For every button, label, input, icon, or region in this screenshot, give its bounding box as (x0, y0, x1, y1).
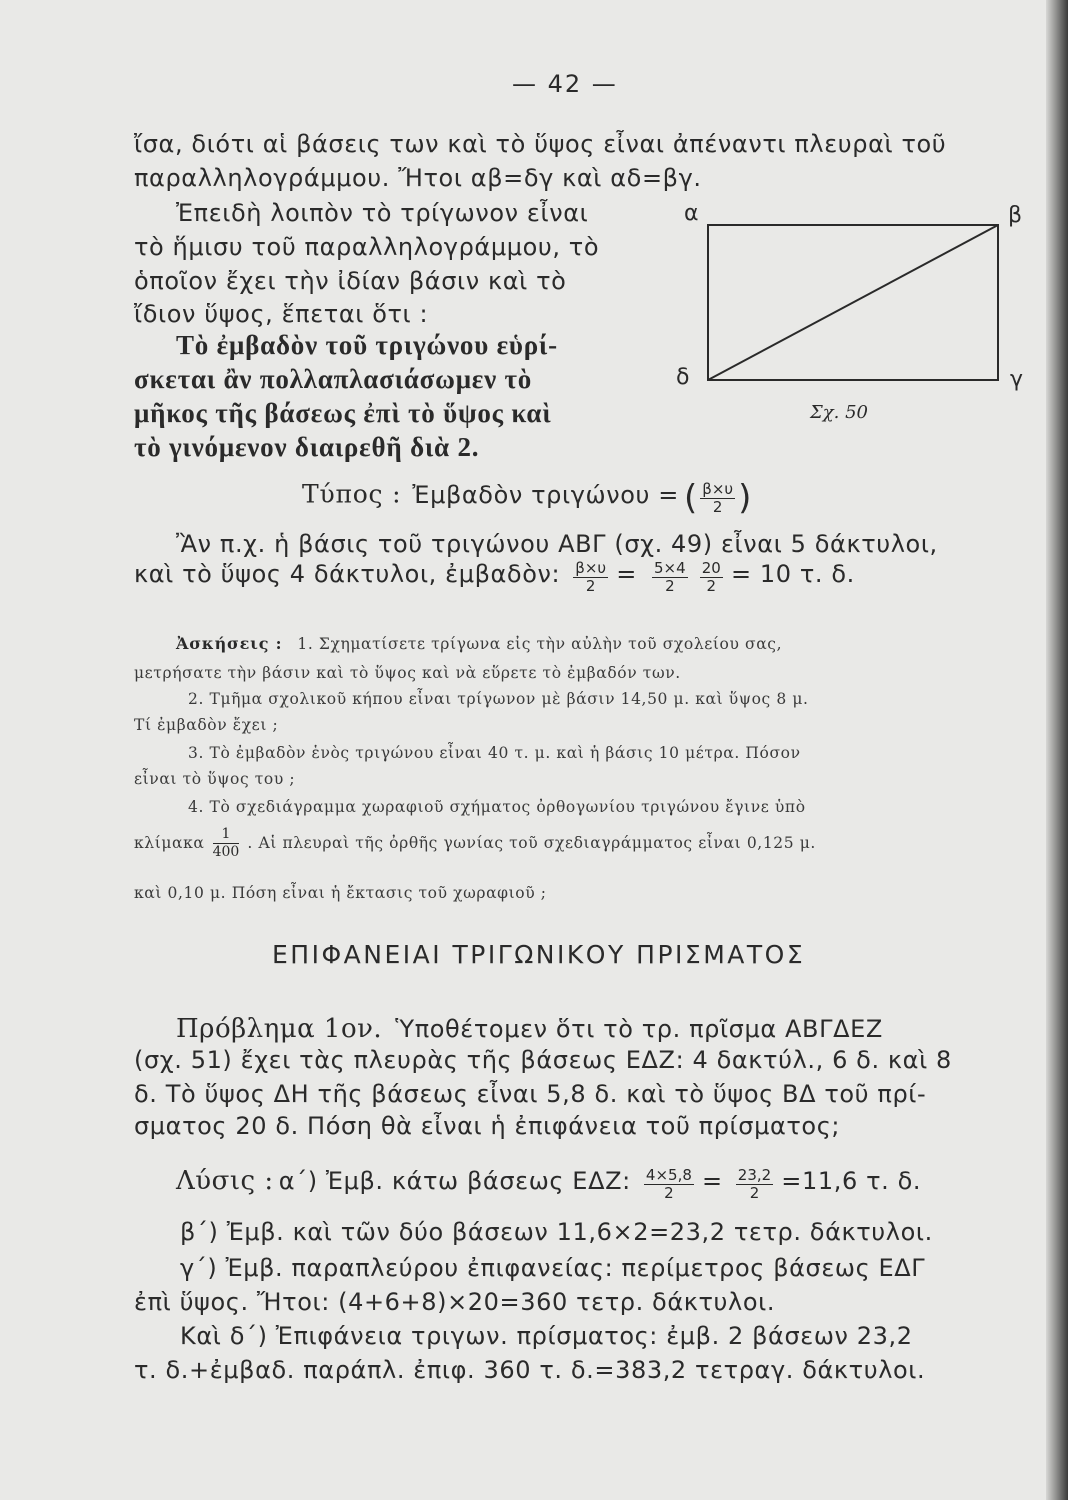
example-f3-den: 2 (706, 577, 717, 595)
exercise-1a: 1. Σχηματίσετε τρίγωνα εἰς τὴν αὐλὴν τοῦ σχολείου σας, (297, 635, 783, 653)
formula-label: Τύπος : (302, 479, 402, 509)
problem-line-1: Ὑποθέτομεν ὅτι τὸ τρ. πρῖσμα ΑΒΓΔΕΖ (395, 1015, 883, 1043)
solution-a-fraction-1 (644, 1167, 694, 1202)
rule-line-4: τὸ γινόμενον διαιρεθῆ διὰ 2. (134, 432, 480, 462)
diagonal-line (708, 225, 998, 380)
scale-den: 400 (212, 844, 240, 860)
para1-line-3: ὁποῖον ἔχει τὴν ἰδίαν βάσιν καὶ τὸ (134, 267, 567, 295)
intro-line-2: παραλληλογράμμου. Ἤτοι αβ=δγ καὶ αδ=βγ. (134, 164, 702, 192)
solution-a-eq: = (701, 1167, 723, 1195)
formula-fraction (700, 481, 735, 516)
example-f2-den: 2 (665, 577, 675, 595)
rule-line-1: Τὸ ἐμβαδὸν τοῦ τριγώνου εὑρί- (176, 330, 558, 360)
section-heading: ΕΠΙΦΑΝΕΙΑΙ ΤΡΙΓΩΝΙΚΟΥ ΠΡΙΣΜΑΤΟΣ (272, 940, 806, 969)
example-line-2 (134, 560, 855, 595)
problem-line-3: δ. Τὸ ὕψος ΔΗ τῆς βάσεως εἶναι 5,8 δ. καὶ τὸ ὕψος ΒΔ τοῦ πρί- (134, 1080, 927, 1108)
intro-line-1: ἴσα, διότι αἱ βάσεις των καὶ τὸ ὕψος εἶναι ἀπέναντι πλευραὶ τοῦ (134, 130, 947, 158)
exercise-3a: 3. Τὸ ἐμβαδὸν ἑνὸς τριγώνου εἶναι 40 τ. μ. καὶ ἡ βάσις 10 μέτρα. Πόσον (188, 744, 801, 762)
exercise-4c: καὶ 0,10 μ. Πόση εἶναι ἡ ἔκτασις τοῦ χωραφιοῦ ; (134, 884, 547, 902)
exercise-1a-row (176, 634, 782, 653)
example-fraction-3 (700, 560, 723, 595)
formula-denominator: 2 (712, 497, 723, 516)
paren-open: ( (684, 478, 698, 518)
problem-line-4: σματος 20 δ. Πόση θὰ εἶναι ἡ ἐπιφάνεια τοῦ πρίσματος; (134, 1112, 841, 1140)
solution-c-line-2: ἐπὶ ὕψος. Ἤτοι: (4+6+8)×20=360 τετρ. δάκτυλοι. (134, 1288, 776, 1316)
para1-line-4: ἴδιον ὕψος, ἕπεται ὅτι : (134, 300, 429, 328)
solution-a-f1-den: 2 (664, 1184, 674, 1202)
exercise-4b-post: . Αἱ πλευραὶ τῆς ὀρθῆς γωνίας τοῦ σχεδιαγράμματος εἶναι 0,125 μ. (247, 834, 816, 852)
solution-a-f2-num: 23,2 (737, 1166, 772, 1184)
problem-label: Πρόβλημα 1ον. (176, 1014, 383, 1044)
solution-a-fraction-2 (736, 1167, 773, 1202)
solution-a-text: α΄) Ἐμβ. κάτω βάσεως ΕΔΖ: (278, 1167, 631, 1195)
exercise-2b: Τί ἐμβαδὸν ἔχει ; (134, 716, 279, 734)
exercise-4b-row (134, 826, 816, 861)
page-number: — 42 — (512, 70, 618, 98)
paren-close: ) (738, 478, 752, 518)
exercise-2a: 2. Τμῆμα σχολικοῦ κήπου εἶναι τρίγωνον μὲ βάσιν 14,50 μ. καὶ ὕψος 8 μ. (188, 690, 809, 708)
solution-a-f2-den: 2 (749, 1184, 760, 1202)
exercise-4a: 4. Τὸ σχεδιάγραμμα χωραφιοῦ σχήματος ὀρθογωνίου τριγώνου ἔγινε ὑπὸ (188, 798, 806, 816)
problem-line-2: (σχ. 51) ἔχει τὰς πλευρὰς τῆς βάσεως ΕΔΖ: 4 δακτύλ., 6 δ. καὶ 8 (134, 1046, 952, 1074)
exercise-1b: μετρήσατε τὴν βάσιν καὶ τὸ ὕψος καὶ νὰ εὕρετε τὸ ἐμβαδόν των. (134, 664, 681, 682)
scale-num: 1 (213, 826, 240, 844)
example-eq: = (616, 560, 637, 588)
label-beta: β (1008, 203, 1023, 228)
exercise-4b-pre: κλίμακα (134, 834, 205, 852)
label-gamma: γ (1010, 367, 1024, 392)
solution-label: Λύσις : (176, 1166, 274, 1196)
formula-row (302, 478, 751, 518)
solution-a-f1-num: 4×5,8 (645, 1166, 692, 1184)
solution-d-line-2: τ. δ.+ἐμβαδ. παράπλ. ἐπιφ. 360 τ. δ.=383,2 τετραγ. δάκτυλοι. (134, 1356, 926, 1384)
solution-c-line-1: γ΄) Ἐμβ. παραπλεύρου ἐπιφανείας: περίμετρος βάσεως ΕΔΓ (180, 1254, 926, 1282)
example-f3-num: 20 (701, 559, 721, 577)
problem-line-1-row (176, 1014, 883, 1044)
solution-a-result: =11,6 τ. δ. (781, 1167, 922, 1195)
example-line-1: Ἂν π.χ. ἡ βάσις τοῦ τριγώνου ΑΒΓ (σχ. 49) εἶναι 5 δάκτυλοι, (176, 530, 938, 558)
figure-caption: Σχ. 50 (810, 402, 868, 423)
solution-d-line-1: Καὶ δ΄) Ἐπιφάνεια τριγων. πρίσματος: ἐμβ. 2 βάσεων 23,2 (180, 1322, 913, 1350)
example-f2-num: 5×4 (654, 559, 686, 577)
formula-numerator: β×υ (702, 479, 734, 498)
exercises-label: Ἀσκήσεις : (176, 634, 283, 653)
figure-50-parallelogram (670, 200, 1040, 440)
example-f1-num: β×υ (575, 559, 607, 577)
rule-line-2: σκεται ἂν πολλαπλασιάσωμεν τὸ (134, 364, 533, 394)
para1-line-2: τὸ ἥμισυ τοῦ παραλληλογράμμου, τὸ (134, 233, 600, 261)
example-f1-den: 2 (585, 577, 596, 595)
para1-line-1: Ἐπειδὴ λοιπὸν τὸ τρίγωνον εἶναι (176, 199, 589, 227)
example-text: καὶ τὸ ὕψος 4 δάκτυλοι, ἐμβαδὸν: (134, 560, 561, 588)
scale-fraction (213, 826, 240, 861)
example-fraction-2 (652, 560, 688, 595)
label-delta: δ (676, 365, 690, 390)
exercise-3b: εἶναι τὸ ὕψος του ; (134, 770, 296, 788)
example-fraction-1 (573, 560, 608, 595)
example-result: = 10 τ. δ. (730, 560, 855, 588)
solution-a-row (176, 1166, 921, 1202)
formula-text: Ἐμβαδὸν τριγώνου = (412, 480, 679, 509)
rule-line-3: μῆκος τῆς βάσεως ἐπὶ τὸ ὕψος καὶ (134, 398, 552, 428)
solution-b: β΄) Ἐμβ. καὶ τῶν δύο βάσεων 11,6×2=23,2 τετρ. δάκτυλοι. (180, 1218, 933, 1246)
page-edge-shadow (1046, 0, 1068, 1500)
label-alpha: α (684, 201, 699, 226)
